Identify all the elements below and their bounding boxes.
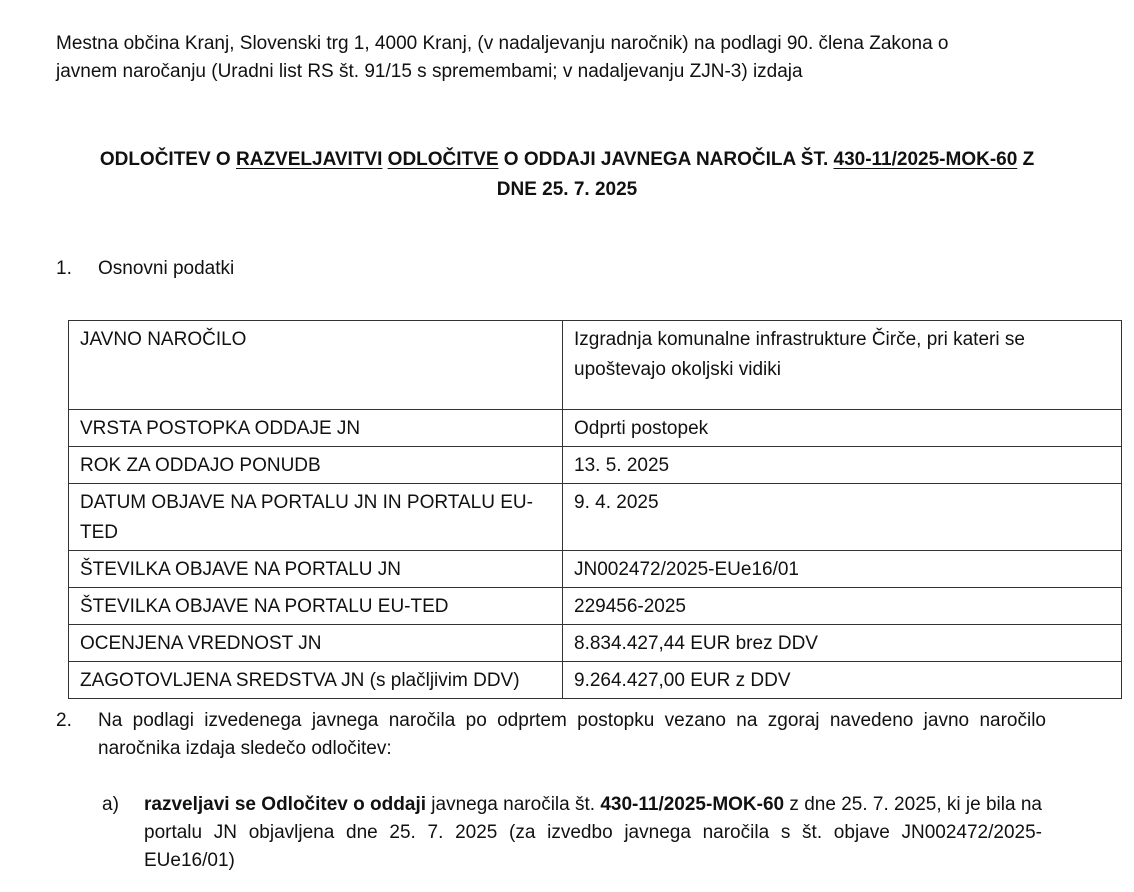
- section-2-text: Na podlagi izvedenega javnega naročila po odprtem postopku vezano na zgoraj navedeno javno naročilo naročnika izdaja sledečo odločitev:: [98, 710, 1046, 759]
- table-cell-value: 13. 5. 2025: [563, 447, 1122, 484]
- table-cell-value: 229456-2025: [563, 588, 1122, 625]
- table-cell-label: OCENJENA VREDNOST JN: [69, 625, 563, 662]
- intro-line-1: Mestna občina Kranj, Slovenski trg 1, 4000 Kranj, (v nadaljevanju naročnik) na podlagi 90. člena Zakona o: [56, 33, 949, 54]
- section-1-title: Osnovni podatki: [98, 258, 235, 279]
- item-a-text-part: z dne 25. 7. 2025, ki je bila na portalu JN objavljena dne 25. 7. 2025 (za izvedbo javnega naročila s št. objave JN002472/2025-EUe16/01): [144, 794, 1042, 871]
- table-row: [69, 551, 1122, 588]
- table-row: [69, 410, 1122, 447]
- table-cell-value: 9.264.427,00 EUR z DDV: [563, 662, 1122, 699]
- title-line-1: [40, 145, 1094, 175]
- intro-paragraph: [56, 30, 1056, 86]
- table-row: [69, 484, 1122, 551]
- section-2: [56, 707, 1046, 763]
- title-underlined-razveljavitvi: RAZVELJAVITVI: [236, 149, 383, 170]
- section-2-number: 2.: [56, 710, 72, 731]
- table-cell-value: Odprti postopek: [563, 410, 1122, 447]
- table-cell-label: ZAGOTOVLJENA SREDSTVA JN (s plačljivim DDV): [69, 662, 563, 699]
- document-title: [40, 145, 1094, 205]
- table-cell-label: ŠTEVILKA OBJAVE NA PORTALU EU-TED: [69, 588, 563, 625]
- table-row: [69, 588, 1122, 625]
- title-part: O ODDAJI JAVNEGA NAROČILA ŠT.: [498, 149, 834, 170]
- table-row: [69, 625, 1122, 662]
- table-cell-label: VRSTA POSTOPKA ODDAJE JN: [69, 410, 563, 447]
- item-a-bold-decision: razveljavi se Odločitev o oddaji: [144, 794, 427, 815]
- table-row: [69, 662, 1122, 699]
- table-cell-value: JN002472/2025-EUe16/01: [563, 551, 1122, 588]
- title-part: ODLOČITEV O: [99, 149, 236, 170]
- item-a-text-part: javnega naročila št.: [426, 794, 601, 815]
- section-1-number: 1.: [56, 258, 72, 279]
- table-cell-value: 9. 4. 2025: [563, 484, 1122, 551]
- table-row: [69, 321, 1122, 410]
- item-a-label: a): [102, 794, 119, 815]
- table-cell-label: DATUM OBJAVE NA PORTALU JN IN PORTALU EU-TED: [69, 484, 563, 551]
- item-a-text: [144, 791, 1042, 875]
- basic-data-table: [68, 320, 1122, 699]
- decision-item-a: [102, 791, 1042, 875]
- title-part: Z: [1017, 149, 1035, 170]
- table-cell-label: JAVNO NAROČILO: [69, 321, 563, 410]
- table-cell-value: Izgradnja komunalne infrastrukture Čirče, pri kateri se upoštevajo okoljski vidiki: [563, 321, 1122, 410]
- section-1-heading: [56, 258, 234, 280]
- table-cell-label: ŠTEVILKA OBJAVE NA PORTALU JN: [69, 551, 563, 588]
- table-cell-label: ROK ZA ODDAJO PONUDB: [69, 447, 563, 484]
- item-a-bold-number: 430-11/2025-MOK-60: [600, 794, 785, 815]
- title-underlined-odlocitve: ODLOČITVE: [387, 149, 499, 170]
- intro-line-2: javnem naročanju (Uradni list RS št. 91/15 s spremembami; v nadaljevanju ZJN-3) izdaja: [56, 61, 803, 82]
- table-row: [69, 447, 1122, 484]
- table-cell-value: 8.834.427,44 EUR brez DDV: [563, 625, 1122, 662]
- title-line-2: DNE 25. 7. 2025: [496, 179, 638, 200]
- title-underlined-number: 430-11/2025-MOK-60: [833, 149, 1018, 170]
